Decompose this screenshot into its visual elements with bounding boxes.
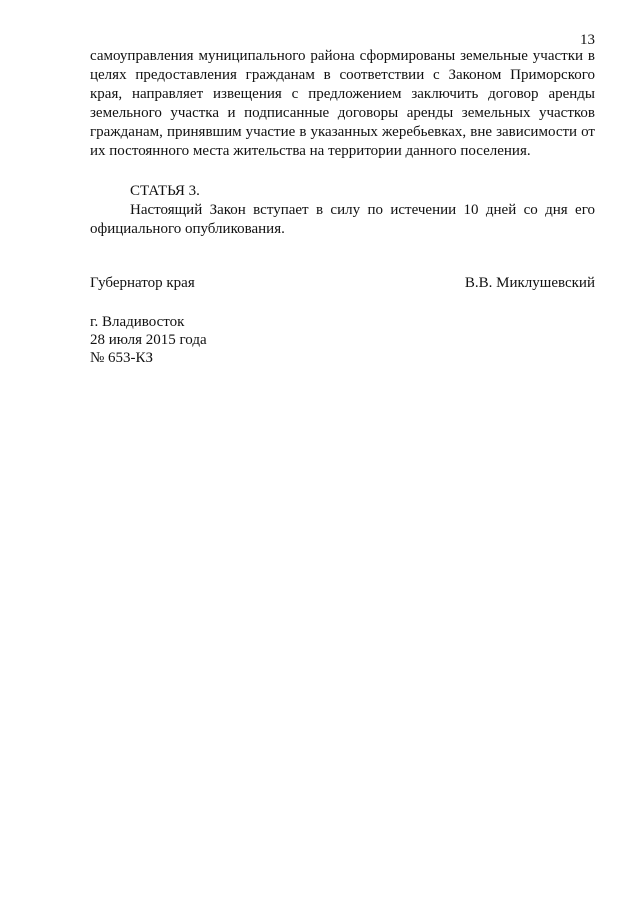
document-body — [90, 47, 595, 239]
signatory-position: Губернатор края — [90, 275, 195, 291]
document-footer — [90, 313, 207, 367]
continuation-paragraph: самоуправления муниципального района сформированы земельные участки в целях предоставления гражданам в соответствии с Законом Приморского края, направляет извещения с предложением заключить договор аренды земельного участка и подписанные договоры аренды земельных участков гражданам, принявшим участие в указанных жеребьевках, вне зависимости от их постоянного места жительства на территории данного поселения. — [90, 48, 595, 159]
signatory-name: В.В. Миклушевский — [464, 275, 595, 291]
article-3-text: Настоящий Закон вступает в силу по истечении 10 дней со дня его официального опубликования. — [90, 202, 595, 237]
signing-city: г. Владивосток — [90, 314, 185, 330]
page-number: 13 — [580, 32, 595, 48]
signature-block — [90, 274, 595, 293]
signing-date: 28 июля 2015 года — [90, 332, 207, 348]
law-number: № 653-КЗ — [90, 350, 154, 366]
article-3-heading: СТАТЬЯ 3. — [130, 183, 200, 199]
